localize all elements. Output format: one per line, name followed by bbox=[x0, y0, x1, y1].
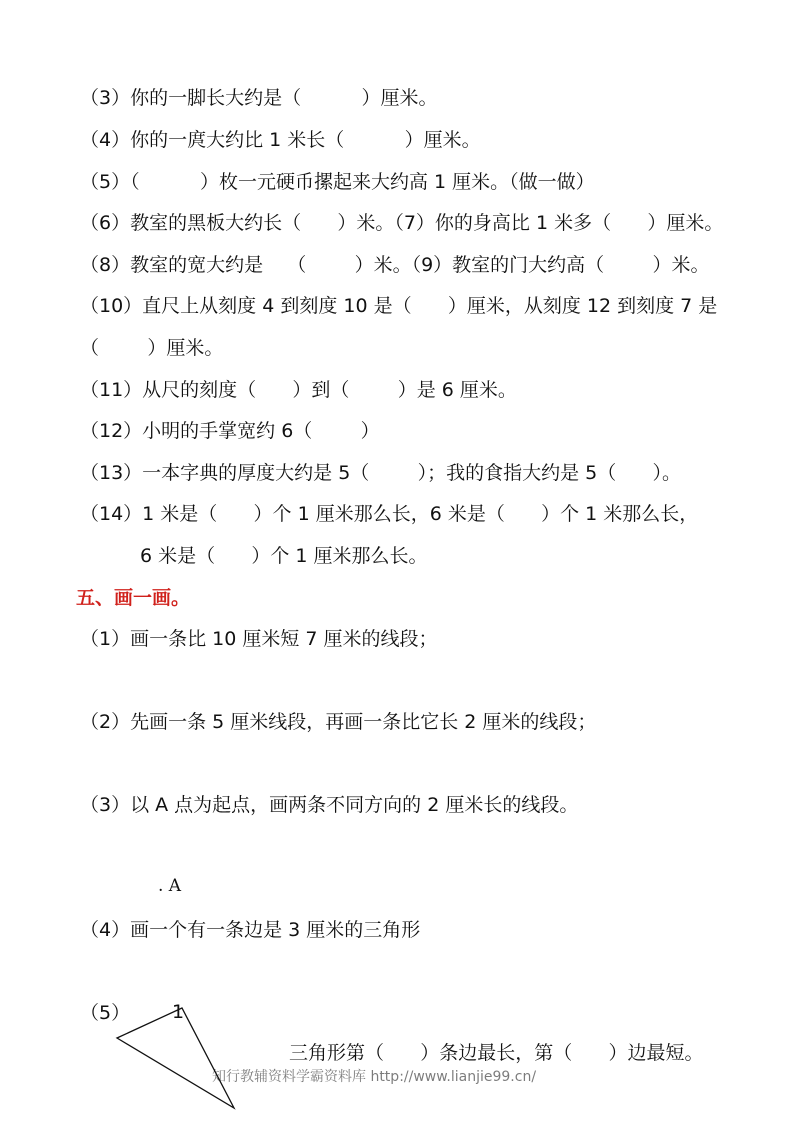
question-11: （11）从尺的刻度（ ）到（ ）是 6 厘米。 bbox=[80, 379, 517, 401]
section-5-question-5: （5） bbox=[80, 1002, 131, 1024]
question-3: （3）你的一脚长大约是（ ）厘米。 bbox=[80, 87, 438, 109]
question-14-continued: 6 米是（ ）个 1 厘米那么长。 bbox=[140, 545, 428, 567]
question-10-continued: （ ）厘米。 bbox=[80, 337, 224, 359]
question-14: （14）1 米是（ ）个 1 厘米那么长，6 米是（ ）个 1 米那么长， bbox=[80, 503, 699, 525]
question-6-7: （6）教室的黑板大约长（ ）米。（7）你的身高比 1 米多（ ）厘米。 bbox=[80, 212, 724, 234]
triangle-side-label: 1 bbox=[172, 1001, 185, 1023]
question-13: （13）一本字典的厚度大约是 5（ ）；我的食指大约是 5（ ）。 bbox=[80, 462, 681, 484]
watermark-footer: 知行教辅资料学霸资料库 http://www.lianjie99.cn/ bbox=[212, 1069, 537, 1085]
section-5-question-2: （2）先画一条 5 厘米线段，再画一条比它长 2 厘米的线段； bbox=[80, 711, 597, 733]
section-5-question-3: （3）以 A 点为起点，画两条不同方向的 2 厘米长的线段。 bbox=[80, 794, 579, 816]
triangle-question: 三角形第（ ）条边最长，第（ ）边最短。 bbox=[289, 1042, 704, 1064]
point-a-label: . A bbox=[158, 876, 182, 896]
question-10: （10）直尺上从刻度 4 到刻度 10 是（ ）厘米，从刻度 12 到刻度 7 是 bbox=[80, 295, 718, 317]
section-5-question-4: （4）画一个有一条边是 3 厘米的三角形 bbox=[80, 919, 421, 941]
question-5: （5）（ ）枚一元硬币摞起来大约高 1 厘米。（做一做） bbox=[80, 171, 595, 193]
question-12: （12）小明的手掌宽约 6（ ） bbox=[80, 420, 380, 442]
question-4: （4）你的一庹大约比 1 米长（ ）厘米。 bbox=[80, 129, 481, 151]
section-5-question-1: （1）画一条比 10 厘米短 7 厘米的线段； bbox=[80, 628, 438, 650]
section-5-title: 五、画一画。 bbox=[76, 587, 191, 609]
question-8-9: （8）教室的宽大约是 （ ）米。（9）教室的门大约高（ ）米。 bbox=[80, 254, 710, 276]
